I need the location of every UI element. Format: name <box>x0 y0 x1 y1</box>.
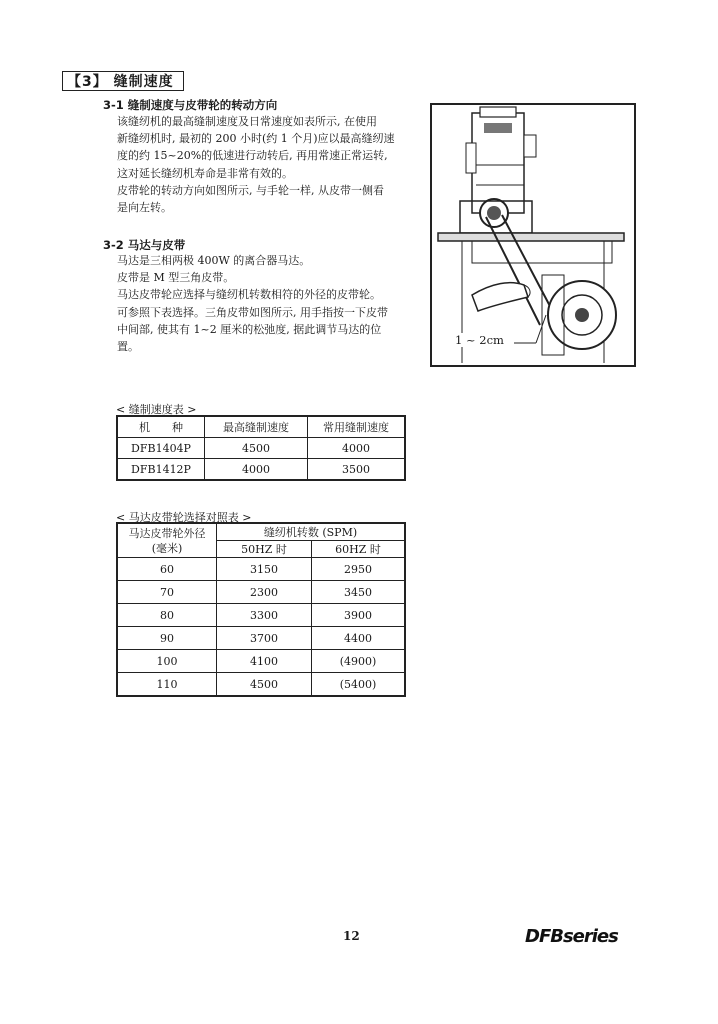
section-title: 【3】 缝制速度 <box>62 71 184 91</box>
motor-pulley-table <box>116 522 406 697</box>
text-line: 马达是三相两极 400W 的离合器马达。 <box>117 254 311 267</box>
header-cell-60hz: 60HZ 时 <box>312 541 406 558</box>
brand-logo: DFBseries <box>525 926 618 947</box>
page-number: 12 <box>343 929 360 943</box>
header-cell-pulley-diameter <box>117 523 217 558</box>
text-line: 是向左转。 <box>117 201 172 215</box>
text-line: 可参照下表选择。三角皮带如图所示, 用手指按一下皮带 <box>117 305 388 319</box>
header-cell: 常用缝制速度 <box>308 416 406 438</box>
table-cell: 4000 <box>308 438 406 459</box>
header-cell-spm: 缝纫机转数 (SPM) <box>217 523 406 541</box>
table-cell: 60 <box>117 558 217 581</box>
table-cell: 90 <box>117 627 217 650</box>
table-cell: (4900) <box>312 650 406 673</box>
table-cell: 80 <box>117 604 217 627</box>
pulley-table-caption: < 马达皮带轮选择对照表 > <box>116 511 252 524</box>
table-row <box>117 581 405 604</box>
table-cell: DFB1412P <box>117 459 205 481</box>
table-row <box>117 438 405 459</box>
table-cell: (5400) <box>312 673 406 697</box>
table-row <box>117 459 405 481</box>
table-cell: 3900 <box>312 604 406 627</box>
table-cell: 4500 <box>217 673 312 697</box>
text-line: 皮带是 M 型三角皮带。 <box>117 271 235 285</box>
speed-table-caption: < 缝制速度表 > <box>116 403 197 416</box>
table-row <box>117 650 405 673</box>
table-header-row <box>117 523 405 541</box>
subsection-3-2-body <box>117 252 388 355</box>
belt-slack-label: 1 ~ 2cm <box>455 333 504 347</box>
table-cell: 3500 <box>308 459 406 481</box>
text-line: 这对延长缝纫机寿命是非常有效的。 <box>117 166 293 180</box>
table-row <box>117 673 405 697</box>
header-cell-50hz: 50HZ 时 <box>217 541 312 558</box>
sewing-speed-table <box>116 415 406 481</box>
table-cell: 70 <box>117 581 217 604</box>
table-cell: 3150 <box>217 558 312 581</box>
text-line: 度的约 15~20%的低速进行动转后, 再用常速正常运转, <box>117 149 388 163</box>
header-line: 马达皮带轮外径 <box>128 526 206 540</box>
table-cell: 3450 <box>312 581 406 604</box>
header-cell: 最高缝制速度 <box>205 416 308 438</box>
table-cell: 2950 <box>312 558 406 581</box>
text-line: 置。 <box>117 340 139 354</box>
header-cell: 机 种 <box>117 416 205 438</box>
text-line: 马达皮带轮应选择与缝纫机转数相符的外径的皮带轮。 <box>117 288 381 302</box>
table-cell: 3700 <box>217 627 312 650</box>
table-row <box>117 604 405 627</box>
belt-tension-figure <box>430 103 636 367</box>
table-row <box>117 558 405 581</box>
subsection-3-1-title: 3-1 缝制速度与皮带轮的转动方向 <box>103 98 278 112</box>
table-cell: 2300 <box>217 581 312 604</box>
text-line: 该缝纫机的最高缝制速度及日常速度如表所示, 在使用 <box>117 115 377 128</box>
table-cell: DFB1404P <box>117 438 205 459</box>
table-cell: 110 <box>117 673 217 697</box>
table-cell: 4400 <box>312 627 406 650</box>
table-cell: 3300 <box>217 604 312 627</box>
subsection-3-1-body <box>117 113 395 216</box>
table-cell: 4100 <box>217 650 312 673</box>
table-cell: 4500 <box>205 438 308 459</box>
text-line: 中间部, 使其有 1~2 厘米的松弛度, 据此调节马达的位 <box>117 322 382 336</box>
subsection-3-2-title: 3-2 马达与皮带 <box>103 238 186 252</box>
table-cell: 4000 <box>205 459 308 481</box>
table-cell: 100 <box>117 650 217 673</box>
sewing-machine-illustration <box>432 105 634 365</box>
table-row <box>117 627 405 650</box>
text-line: 皮带轮的转动方向如图所示, 与手轮一样, 从皮带一侧看 <box>117 183 384 197</box>
table-header-row <box>117 416 405 438</box>
header-line: (毫米) <box>151 541 183 555</box>
text-line: 新缝纫机时, 最初的 200 小时(约 1 个月)应以最高缝纫速 <box>117 132 395 146</box>
